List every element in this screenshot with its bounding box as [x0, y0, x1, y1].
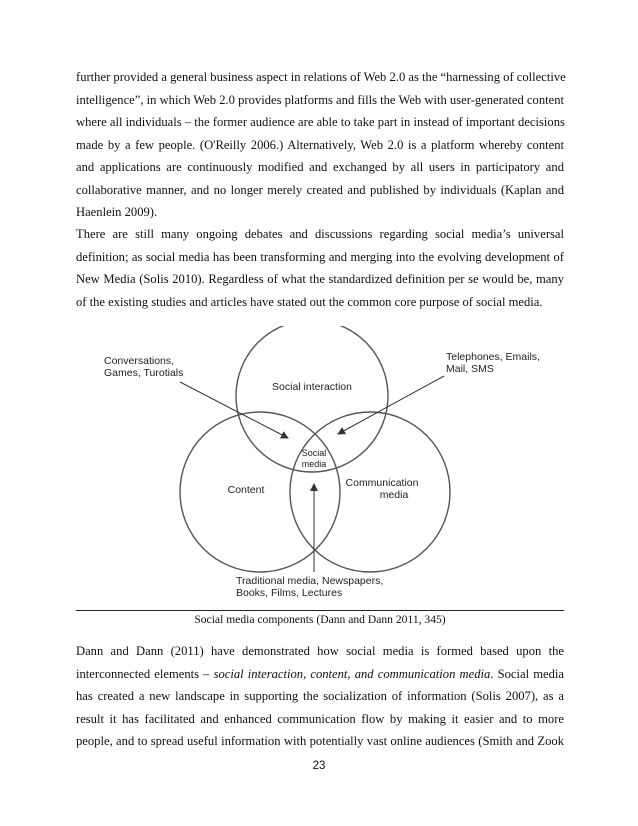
caption-rule	[76, 610, 564, 611]
text-line: where all individuals – the former audience are able to take part in instead of important decisions	[76, 115, 565, 129]
text-line	[76, 640, 564, 663]
text-line: made by a few people. (O'Reilly 2006.) Alternatively, Web 2.0 is a platform whereby content	[76, 137, 564, 152]
text-segment: has created a new landscape in supporting the socialization of information (Solis 2007), as a	[76, 689, 564, 703]
label-social-interaction: Social interaction	[272, 381, 352, 393]
text-segment: result it has facilitated and enhanced communication flow by making it easier and to more	[76, 711, 564, 726]
text-segment: Dann and Dann (2011) have demonstrated how social media is formed based upon the	[76, 644, 564, 658]
figure-caption: Social media components (Dann and Dann 2011, 345)	[194, 613, 446, 626]
text-line: further provided a general business aspect in relations of Web 2.0 as the “harnessing of collective	[76, 70, 566, 84]
text-line	[76, 685, 564, 708]
label-traditional-line2: Books, Films, Lectures	[236, 587, 343, 599]
label-communication-line1: Communication	[345, 477, 419, 489]
text-line: There are still many ongoing debates and discussions regarding social media’s universal	[76, 227, 564, 241]
label-telephones-line2: Mail, SMS	[446, 363, 494, 375]
paragraph-definition	[76, 223, 564, 313]
text-line: intelligence”, in which Web 2.0 provides platforms and fills the Web with user-generated content	[76, 92, 564, 107]
text-line: definition; as social media has been transforming and merging into the evolving development of	[76, 249, 564, 264]
label-traditional-line1: Traditional media, Newspapers,	[236, 575, 384, 587]
label-conversations-line2: Games, Turotials	[104, 367, 184, 379]
label-social-media-line2: media	[301, 459, 327, 469]
text-line: of the existing studies and articles have stated out the common core purpose of social media.	[76, 294, 543, 309]
text-segment: . Social media	[490, 666, 564, 681]
arrow-telephones	[338, 376, 444, 434]
paragraph-dann	[76, 640, 564, 753]
page-number: 23	[312, 760, 326, 772]
paragraph-web20	[76, 66, 564, 224]
text-line: New Media (Solis 2010). Regardless of what the standardized definition per se would be, many	[76, 272, 564, 286]
label-content: Content	[227, 484, 265, 496]
label-conversations-line1: Conversations,	[104, 355, 175, 367]
text-line: collaborative manner, and no longer merely created and published by individuals (Kaplan and	[76, 182, 564, 197]
label-telephones-line1: Telephones, Emails,	[446, 351, 540, 363]
venn-diagram	[76, 326, 564, 608]
text-line	[76, 663, 564, 686]
text-line	[76, 730, 564, 753]
label-social-media-line1: Social	[301, 448, 327, 458]
text-line: and applications are continuously modified and exchanged by all users in participatory and	[76, 160, 564, 174]
italic-elements: social interaction, content, and communication media	[213, 666, 491, 681]
text-segment: interconnected elements –	[76, 666, 214, 681]
text-line: Haenlein 2009).	[76, 205, 158, 219]
text-segment: people, and to spread useful information with potentially vast online audiences (Smith and Zook	[76, 734, 564, 748]
label-communication-line2: media	[379, 489, 409, 501]
text-line	[76, 708, 564, 731]
